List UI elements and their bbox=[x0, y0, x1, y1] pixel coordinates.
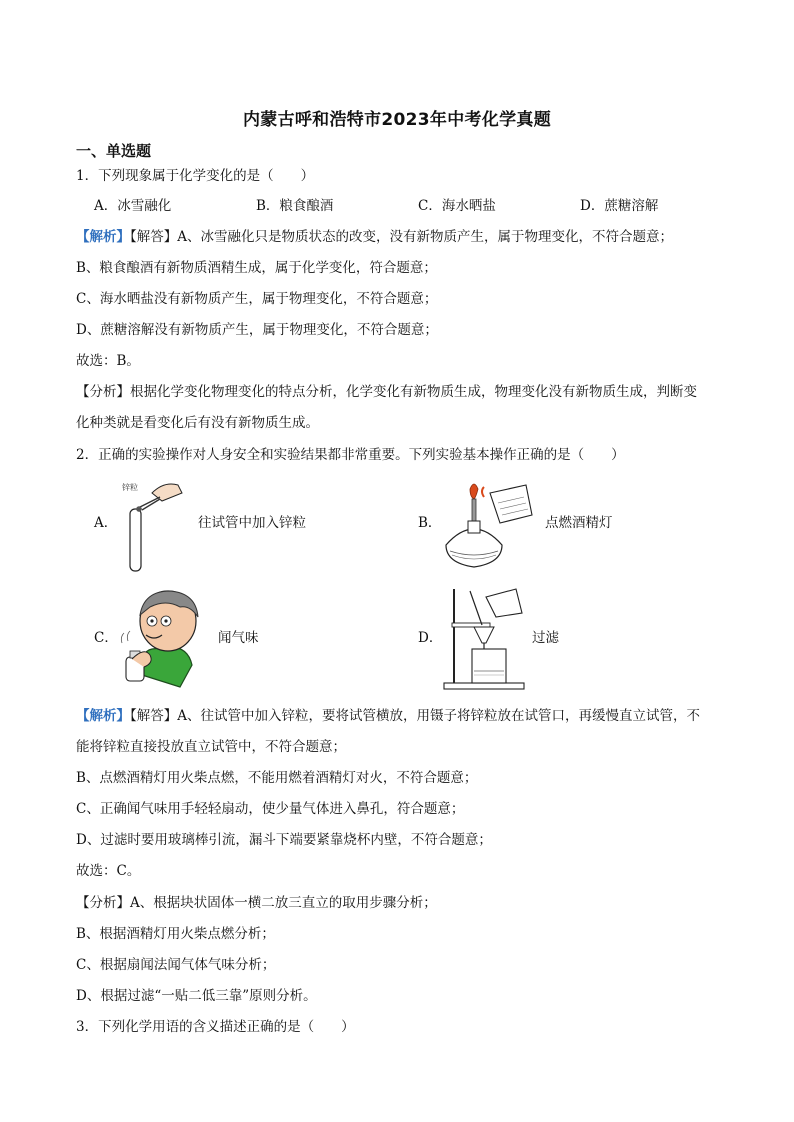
question-1-stem: 1．下列现象属于化学变化的是（ ） bbox=[76, 168, 315, 184]
q2-analysis-summary-3: C、根据扇闻法闻气体气味分析； bbox=[76, 957, 276, 973]
q1-option-d: D．蔗糖溶解 bbox=[580, 198, 659, 214]
q1-option-a: A．冰雪融化 bbox=[94, 198, 172, 214]
q2-option-a-letter: A． bbox=[94, 515, 118, 531]
smell-gas-figure bbox=[110, 585, 216, 691]
question-2-stem: 2．正确的实验操作对人身安全和实验结果都非常重要。下列实验基本操作正确的是（ ） bbox=[76, 447, 625, 463]
zinc-label: 锌粒 bbox=[122, 483, 138, 492]
q2-analysis-summary-4: D、根据过滤“一贴二低三靠”原则分析。 bbox=[76, 988, 317, 1004]
q2-option-d-letter: D． bbox=[418, 630, 443, 646]
q2-option-c-letter: C． bbox=[94, 630, 118, 646]
q2-analysis-line-4: C、正确闻气味用手轻轻扇动，使少量气体进入鼻孔，符合题意； bbox=[76, 801, 465, 817]
q2-analysis-line-5: D、过滤时要用玻璃棒引流，漏斗下端要紧靠烧杯内壁，不符合题意； bbox=[76, 832, 492, 848]
analysis-tag: 【解析】 bbox=[76, 708, 130, 724]
q2-option-b-letter: B． bbox=[418, 515, 442, 531]
q1-analysis-line-1: 【解析】【解答】A、冰雪融化只是物质状态的改变，没有新物质产生，属于物理变化，不符合题意； bbox=[76, 229, 673, 245]
add-zinc-figure bbox=[112, 475, 188, 575]
q2-analysis-summary-2: B、根据酒精灯用火柴点燃分析； bbox=[76, 926, 275, 942]
filtration-figure bbox=[440, 583, 530, 693]
q2-analysis-line-3: B、点燃酒精灯用火柴点燃，不能用燃着酒精灯对火，不符合题意； bbox=[76, 770, 478, 786]
q2-option-b-text: 点燃酒精灯 bbox=[545, 515, 613, 531]
q1-answer: 故选：B。 bbox=[76, 353, 140, 369]
q1-option-c: C．海水晒盐 bbox=[418, 198, 496, 214]
question-3-stem: 3．下列化学用语的含义描述正确的是（ ） bbox=[76, 1019, 355, 1035]
q2-analysis-line-2: 能将锌粒直接投放直立试管中，不符合题意； bbox=[76, 739, 346, 755]
q1-analysis-line-2: B、粮食酿酒有新物质酒精生成，属于化学变化，符合题意； bbox=[76, 260, 437, 276]
q2-analysis-line-1: 【解析】【解答】A、往试管中加入锌粒，要将试管横放，用镊子将锌粒放在试管口，再缓慢直立试管，不 bbox=[76, 708, 700, 724]
q2-option-d-text: 过滤 bbox=[532, 630, 559, 646]
q1-analysis-summary-2: 化种类就是看变化后有没有新物质生成。 bbox=[76, 415, 319, 431]
page-title: 内蒙古呼和浩特市2023年中考化学真题 bbox=[242, 110, 551, 130]
q1-analysis-summary-1: 【分析】根据化学变化物理变化的特点分析，化学变化有新物质生成，物理变化没有新物质生成，判断变 bbox=[76, 384, 697, 400]
light-lamp-figure bbox=[440, 475, 536, 573]
q1-analysis-line-3: C、海水晒盐没有新物质产生，属于物理变化，不符合题意； bbox=[76, 291, 438, 307]
q2-option-c-text: 闻气味 bbox=[218, 630, 259, 646]
q2-analysis-summary-1: 【分析】A、根据块状固体一横二放三直立的取用步骤分析； bbox=[76, 895, 437, 911]
q2-answer: 故选：C。 bbox=[76, 863, 141, 879]
q1-option-b: B．粮食酿酒 bbox=[256, 198, 334, 214]
section-heading: 一、单选题 bbox=[76, 142, 152, 160]
q1-analysis-line-4: D、蔗糖溶解没有新物质产生，属于物理变化，不符合题意； bbox=[76, 322, 438, 338]
q2-option-a-text: 往试管中加入锌粒 bbox=[198, 515, 306, 531]
analysis-tag: 【解析】 bbox=[76, 229, 130, 245]
